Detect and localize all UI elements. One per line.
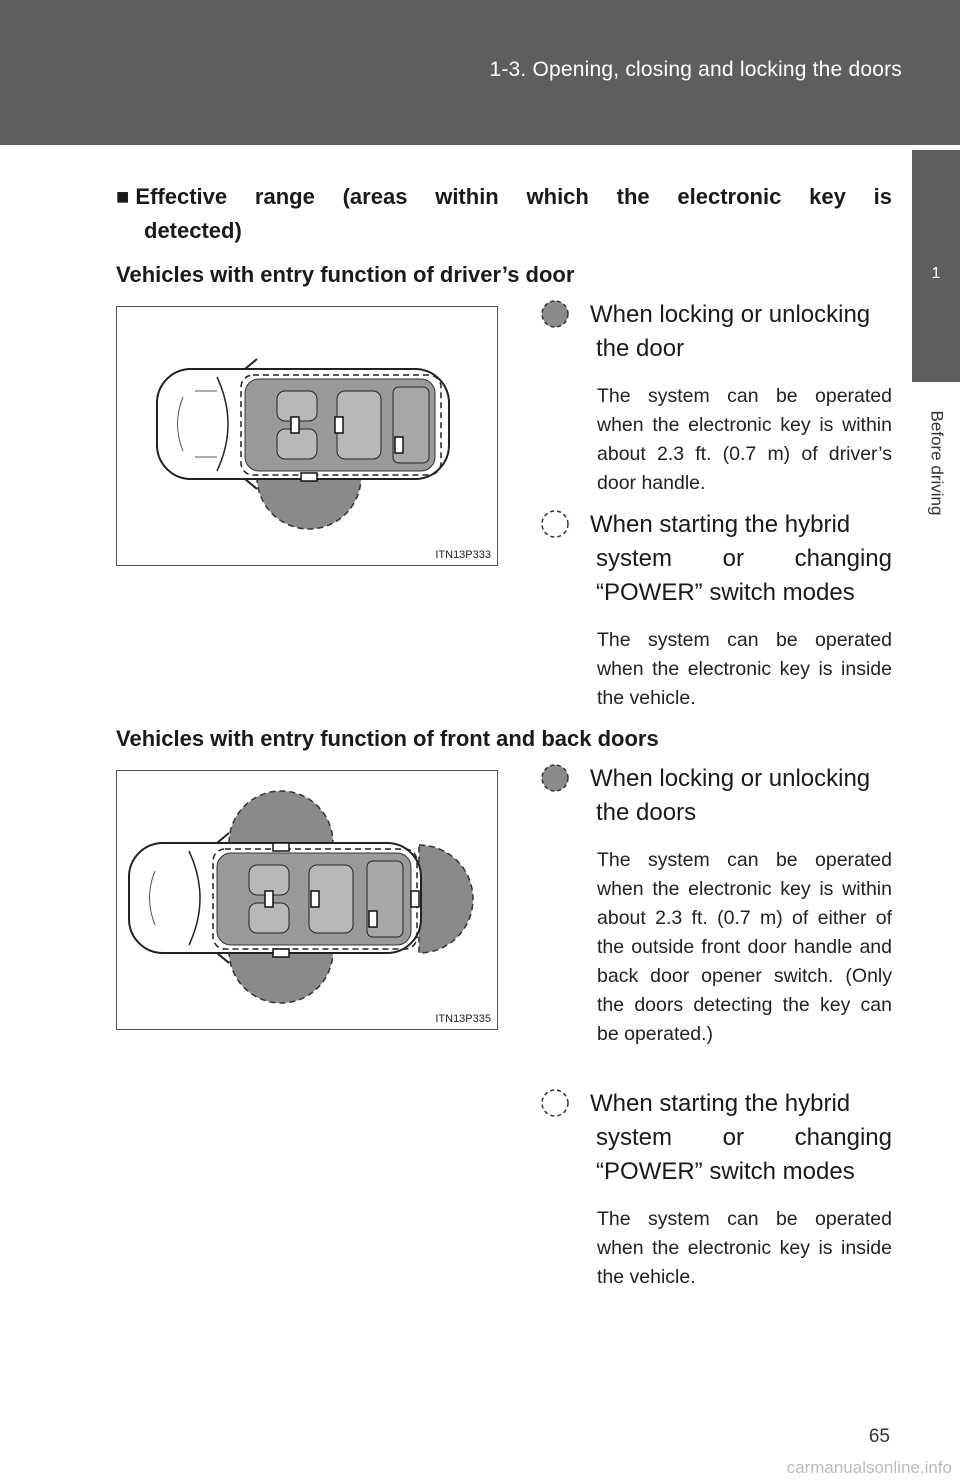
- page-number: 65: [868, 1426, 890, 1447]
- section-word-5: which: [526, 184, 589, 209]
- item-title: When locking or unlocking the doors: [590, 765, 871, 826]
- section-word-2: range: [254, 184, 315, 209]
- section-word-3: (areas: [342, 184, 408, 209]
- section-heading-line1: [116, 180, 892, 214]
- car-diagram-front-back-doors: [117, 771, 497, 1029]
- item-lock-unlock-doors: [540, 762, 892, 1049]
- shaded-circle-icon: [540, 763, 570, 793]
- chapter-title: 1-3. Opening, closing and locking the doors: [489, 58, 902, 81]
- car-diagram-driver-door: [117, 307, 497, 565]
- section-heading: [116, 180, 892, 248]
- item-description: The system can be operated when the electronic key is within about 2.3 ft. (0.7 m) of driver’s door handle.: [597, 385, 892, 494]
- section-heading-line2: detected): [144, 218, 242, 243]
- figure-driver-door: [116, 306, 498, 566]
- detection-zone-driver: [257, 477, 361, 529]
- chapter-label: [912, 388, 960, 538]
- item-title: When locking or unlocking the door: [590, 301, 871, 362]
- item-description: The system can be operated when the electronic key is within about 2.3 ft. (0.7 m) of either of the outside front door handle and back door opener switch. (Only the doors detecting the key can be operated.): [597, 849, 892, 1045]
- dashed-circle-icon: [540, 299, 570, 329]
- section-word-8: key: [809, 184, 846, 209]
- item-lock-unlock-door: [540, 298, 892, 498]
- section-word-4: within: [435, 184, 499, 209]
- chapter-number: 1: [931, 265, 941, 282]
- detection-zone-back-door: [419, 845, 473, 953]
- section-word-9: is: [873, 184, 892, 209]
- item-title: When starting the hybrid system or changing “POWER” switch modes: [590, 1090, 892, 1185]
- section-word-1: ■ Effective: [116, 184, 228, 209]
- detection-zone-passenger: [229, 791, 333, 843]
- dashed-circle-icon: [540, 1088, 570, 1118]
- chapter-label-text: Before driving: [927, 410, 947, 516]
- section-word-7: electronic: [677, 184, 782, 209]
- figure-code: ITN13P333: [435, 549, 491, 561]
- page-header: [0, 0, 960, 145]
- figure-code: ITN13P335: [435, 1013, 491, 1025]
- sub-heading-front-back-doors: Vehicles with entry function of front and back doors: [116, 726, 659, 751]
- item-title: When starting the hybrid system or changing “POWER” switch modes: [590, 511, 892, 606]
- item-description: The system can be operated when the electronic key is inside the vehicle.: [597, 629, 892, 709]
- section-bullet-icon: ■: [116, 184, 130, 209]
- item-description: The system can be operated when the electronic key is inside the vehicle.: [597, 1208, 892, 1288]
- figure-front-back-doors: [116, 770, 498, 1030]
- section-word-6: the: [616, 184, 650, 209]
- item-start-hybrid-2: [540, 1087, 892, 1292]
- item-start-hybrid-1: [540, 508, 892, 713]
- detection-zone-driver: [229, 951, 333, 1003]
- sub-heading-driver-door: Vehicles with entry function of driver’s door: [116, 262, 575, 287]
- watermark: carmanualsonline.info: [786, 1458, 952, 1477]
- dashed-circle-icon: [540, 509, 570, 539]
- chapter-tab: [912, 150, 960, 382]
